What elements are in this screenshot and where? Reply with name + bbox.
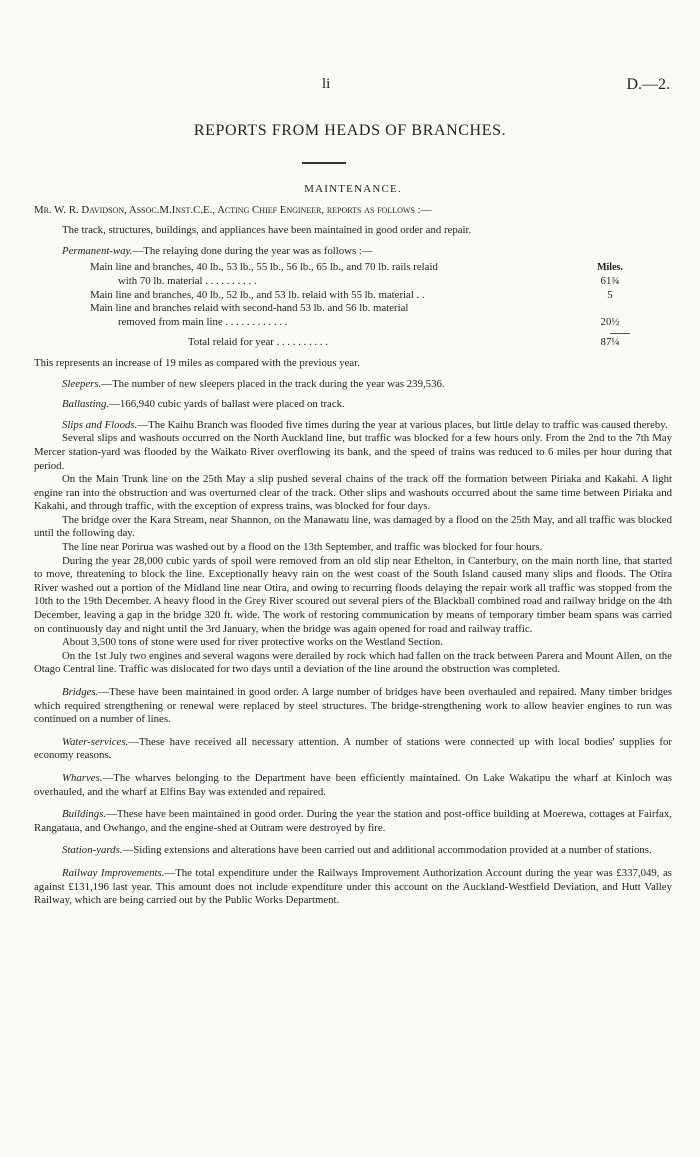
page-number: li [322, 76, 331, 92]
station-yards-text: —Siding extensions and alterations have been carried out and additional accommodation provided at a number of stations. [122, 844, 652, 857]
slips-text: —The Kaihu Branch was flooded five times during the year at various places, but little delay to traffic was caused thereby. [137, 418, 668, 431]
sleepers-text: —The number of new sleepers placed in the track during the year was 239,536. [101, 377, 445, 390]
railway-improvements-text: —The total expenditure under the Railways Improvement Authorization Account during the year was £337,049, as against £131,196 last year. This amount does not include expenditure under this account on the Auckland-Westfield Deviation, and Hutt Valley Railway, which are being carried out by the Public Works Department. [34, 866, 672, 907]
wharves-text: —The wharves belonging to the Department have been efficiently maintained. On Lake Wakatipu the wharf at Kinloch was overhauled, and the wharf at Elfins Bay was extended and repaired. [34, 771, 672, 798]
paragraph-permanent-way [34, 245, 672, 259]
paragraph-railway-improvements [34, 867, 672, 908]
relay-row-miles: 5 [607, 288, 613, 301]
paragraph-water-services [34, 736, 672, 763]
intro-text: Mr. W. R. Davidson, Assoc.M.Inst.C.E., Acting Chief Engineer, reports as follows :— [34, 203, 432, 216]
paragraph-slips-porirua: The line near Porirua was washed out by a flood on the 13th September, and traffic was blocked for four hours. [62, 541, 543, 554]
heading-sleepers: Sleepers. [62, 377, 102, 390]
page-header [0, 76, 700, 96]
relay-row [90, 289, 630, 303]
heading-station-yards: Station-yards. [62, 844, 123, 857]
relay-row [90, 316, 630, 330]
bridges-text: —These have been maintained in good order. A large number of bridges have been overhauled and repaired. Many timber bridges which required strengthening or renewal were replaced by steel structures. The bridge-strengthening work to allow heavier engines to run was continued on a number of lines. [34, 686, 672, 726]
relay-row-desc: Main line and branches, 40 lb., 52 lb., and 53 lb. relaid with 55 lb. material . . [90, 288, 425, 301]
relay-total-row [90, 336, 630, 350]
relay-row-desc-cont: removed from main line . . . . . . . . . . . . [118, 315, 288, 328]
paragraph-slips-north-auckland: Several slips and washouts occurred on the North Auckland line, but traffic was blocked for a few hours only. From the 2nd to the 7th May Mercer station-yard was flooded by the Waikato River overflowing its bank, and the speed of trains was reduced to 6 miles per hour during that period. [34, 432, 672, 472]
relaying-table [90, 261, 630, 350]
relay-row [90, 302, 630, 316]
water-services-text: —These have received all necessary attention. A number of stations were connected up with local bodies' supplies for economy reasons. [34, 735, 672, 762]
paragraph-slips-otago-central: On the 1st July two engines and several wagons were derailed by rock which had fallen on the track between Parera and Mount Allen, on the Otago Central line. Traffic was dislocated for two days until a deviation of the line around the obstruction was completed. [34, 649, 672, 676]
heading-buildings: Buildings. [62, 808, 107, 821]
report-body [34, 183, 672, 908]
relay-total-label: Total relaid for year . . . . . . . . . . [188, 336, 328, 349]
heading-permanent-way: Permanent-way. [62, 244, 133, 257]
section-heading: MAINTENANCE. [304, 183, 402, 195]
paragraph-slips-south-island: During the year 28,000 cubic yards of spoil were removed from an old slip near Ethelton, in Canterbury, on the main north line, that started to move, threatening to block the line. Exceptionally heavy rain on the west coast of the South Island caused many slips and floods. The Otira River washed out a portion of the Midland line near Otira, and owing to recurring floods delaying the repair work all traffic was stopped from the 10th to the 19th December. A heavy flood in the Grey River scoured out several piers of the Blackball combined road and railway bridge on the 4th December, leaving a gap in the bridge 320 ft. wide. The work of restoring communication by means of temporary timber beam spans was carried on continuously day and night until the 3rd January, when the bridge was again opened for road and railway traffic. [34, 554, 672, 635]
ballasting-text: —166,940 cubic yards of ballast were placed on track. [109, 398, 345, 411]
paragraph-ballasting [34, 398, 672, 412]
relay-row [90, 275, 630, 289]
paragraph-track: The track, structures, buildings, and appliances have been maintained in good order and repair. [62, 224, 472, 237]
buildings-text: —These have been maintained in good order. During the year the station and post-office building at Moerewa, cottages at Fairfax, Rangataua, and Owhango, and the engine-shed at Outram were destroyed by fire. [34, 808, 672, 834]
heading-water-services: Water-services. [62, 735, 129, 748]
heading-ballasting: Ballasting. [62, 398, 110, 411]
paragraph-buildings [34, 808, 672, 835]
paragraph-bridges [34, 686, 672, 727]
heading-slips-floods: Slips and Floods. [62, 418, 138, 431]
permanent-way-text: —The relaying done during the year was as follows :— [132, 244, 373, 257]
report-intro [34, 204, 672, 218]
paragraph-wharves [34, 772, 672, 799]
relay-row-desc: Main line and branches relaid with second-hand 53 lb. and 56 lb. material [90, 302, 409, 315]
paragraph-slips-westland: About 3,500 tons of stone were used for river protective works on the Westland Section. [62, 636, 443, 649]
document-reference: D.—2. [626, 76, 670, 93]
miles-column-header: Miles. [597, 262, 623, 274]
relay-row [90, 261, 630, 275]
heading-bridges: Bridges. [62, 686, 99, 698]
paragraph-slips-kara-stream: The bridge over the Kara Stream, near Shannon, on the Manawatu line, was damaged by a flood on the 25th May, and all traffic was blocked until the following day. [34, 513, 672, 540]
heading-railway-improvements: Railway Improvements. [62, 866, 165, 879]
heading-wharves: Wharves. [62, 771, 103, 784]
relay-row-miles: 20½ [600, 315, 620, 328]
paragraph-sleepers [34, 378, 672, 392]
paragraph-slips-main-trunk: On the Main Trunk line on the 25th May a slip pushed several chains of the track off the formation between Piriaka and Kakahi. A light engine ran into the obstruction and was overturned clear of the track. Other slips and washouts occurred about the same time between Piriaka and Kakahi, and through traffic, with the exception of express trains, was blocked for four days. [34, 473, 672, 513]
paragraph-station-yards [34, 844, 672, 858]
relay-row-miles: 61¾ [600, 274, 620, 287]
relay-row-desc: Main line and branches, 40 lb., 53 lb., 55 lb., 56 lb., 65 lb., and 70 lb. rails relaid [90, 261, 438, 274]
total-rule [610, 333, 630, 334]
relay-row-desc-cont: with 70 lb. material . . . . . . . . . . [118, 274, 257, 287]
title-divider [302, 162, 346, 164]
paragraph-increase: This represents an increase of 19 miles as compared with the previous year. [34, 356, 360, 369]
paragraph-slips [34, 419, 672, 433]
relay-total-miles: 87¼ [600, 336, 620, 349]
page-title: REPORTS FROM HEADS OF BRANCHES. [193, 122, 507, 139]
